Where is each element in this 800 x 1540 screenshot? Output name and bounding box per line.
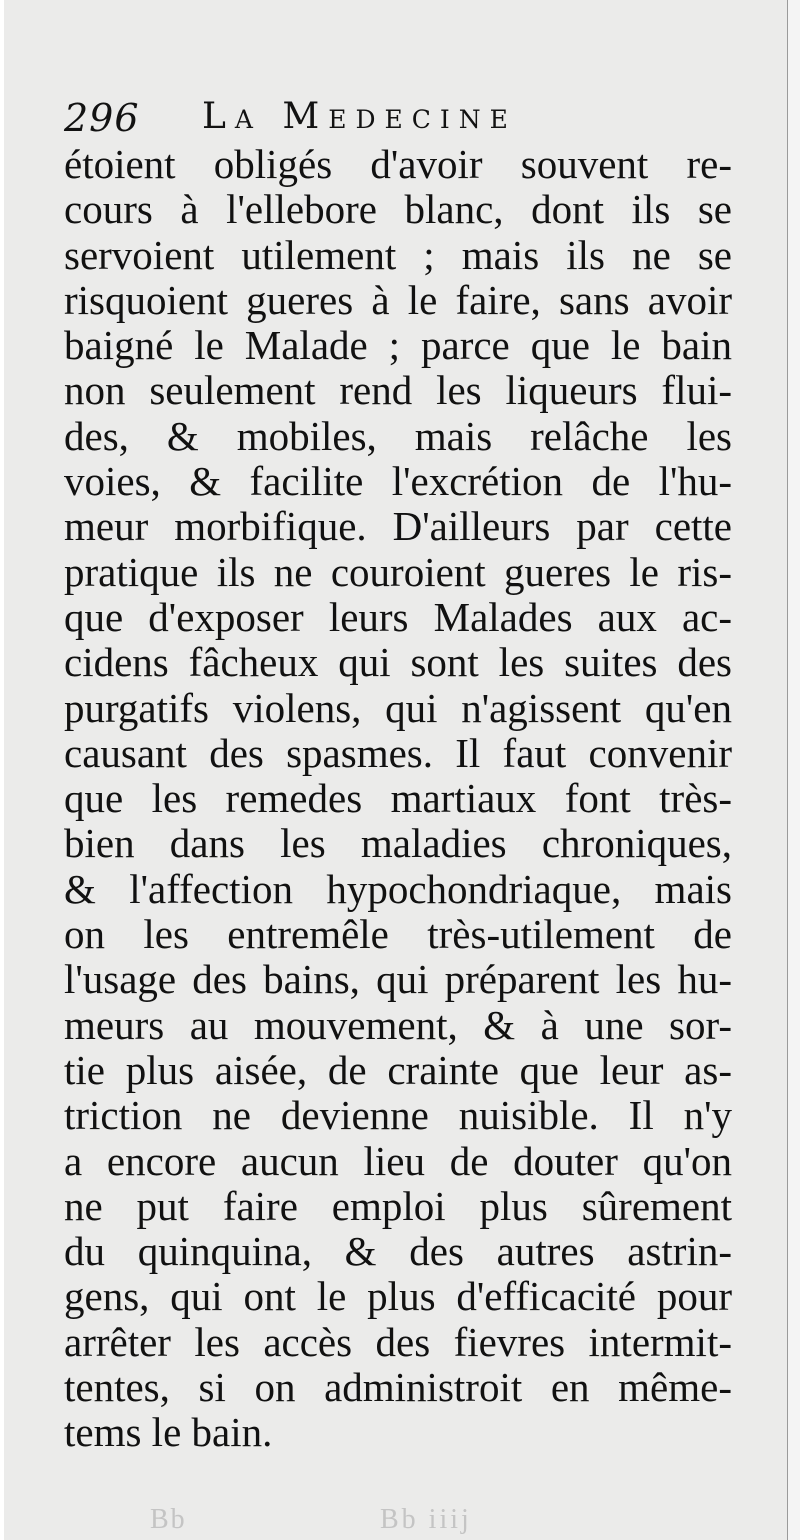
text-line: meur morbifique. D'ailleurs par cette (64, 504, 732, 550)
text-line: meurs au mouvement, & à une sor- (64, 1002, 732, 1048)
text-line: cours à l'ellebore blanc, dont ils se (64, 187, 732, 233)
text-line: du quinquina, & des autres astrin- (64, 1229, 732, 1275)
text-line: étoient obligés d'avoir souvent re- (64, 142, 732, 187)
page-gutter (787, 0, 800, 1540)
text-line: ne put faire emploi plus sûrement (64, 1183, 732, 1229)
running-title: La Medecine (202, 96, 517, 137)
text-line: baigné le Malade ; parce que le bain (64, 323, 732, 369)
page-number: 296 (64, 96, 140, 140)
text-line: des, & mobiles, mais relâche les (64, 413, 732, 459)
text-line: & l'affection hypochondriaque, mais (64, 866, 732, 912)
signature-page-ref: Bb iiij (380, 1504, 472, 1535)
running-head (64, 96, 704, 144)
text-line: servoient utilement ; mais ils ne se (64, 232, 732, 278)
text-line: tie plus aisée, de crainte que leur as- (64, 1047, 732, 1093)
text-line: a encore aucun lieu de douter qu'on (64, 1138, 732, 1184)
text-line: pratique ils ne couroient gueres le ris- (64, 549, 732, 595)
text-line: que d'exposer leurs Malades aux ac- (64, 594, 732, 640)
bleed-through-signature (150, 1500, 570, 1534)
text-line: cidens fâcheux qui sont les suites des (64, 640, 732, 686)
text-line: gens, qui ont le plus d'efficacité pour (64, 1274, 732, 1320)
text-line: l'usage des bains, qui préparent les hu- (64, 957, 732, 1003)
signature-mark: Bb (150, 1504, 187, 1535)
text-line: non seulement rend les liqueurs flui- (64, 368, 732, 414)
text-line: tentes, si on administroit en même- (64, 1365, 732, 1411)
text-line: arrêter les accès des fievres intermit- (64, 1319, 732, 1365)
text-line: on les entremêle très-utilement de (64, 912, 732, 958)
text-line: causant des spasmes. Il faut convenir (64, 730, 732, 776)
text-line: bien dans les maladies chroniques, (64, 821, 732, 867)
text-line: que les remedes martiaux font très- (64, 776, 732, 822)
text-line: purgatifs violens, qui n'agissent qu'en (64, 685, 732, 731)
text-line: risquoient gueres à le faire, sans avoir (64, 277, 732, 323)
text-line: voies, & facilite l'excrétion de l'hu- (64, 459, 732, 505)
text-line: triction ne devienne nuisible. Il n'y (64, 1093, 732, 1139)
text-line-last: tems le bain. (64, 1410, 273, 1456)
body-text (64, 142, 732, 1456)
